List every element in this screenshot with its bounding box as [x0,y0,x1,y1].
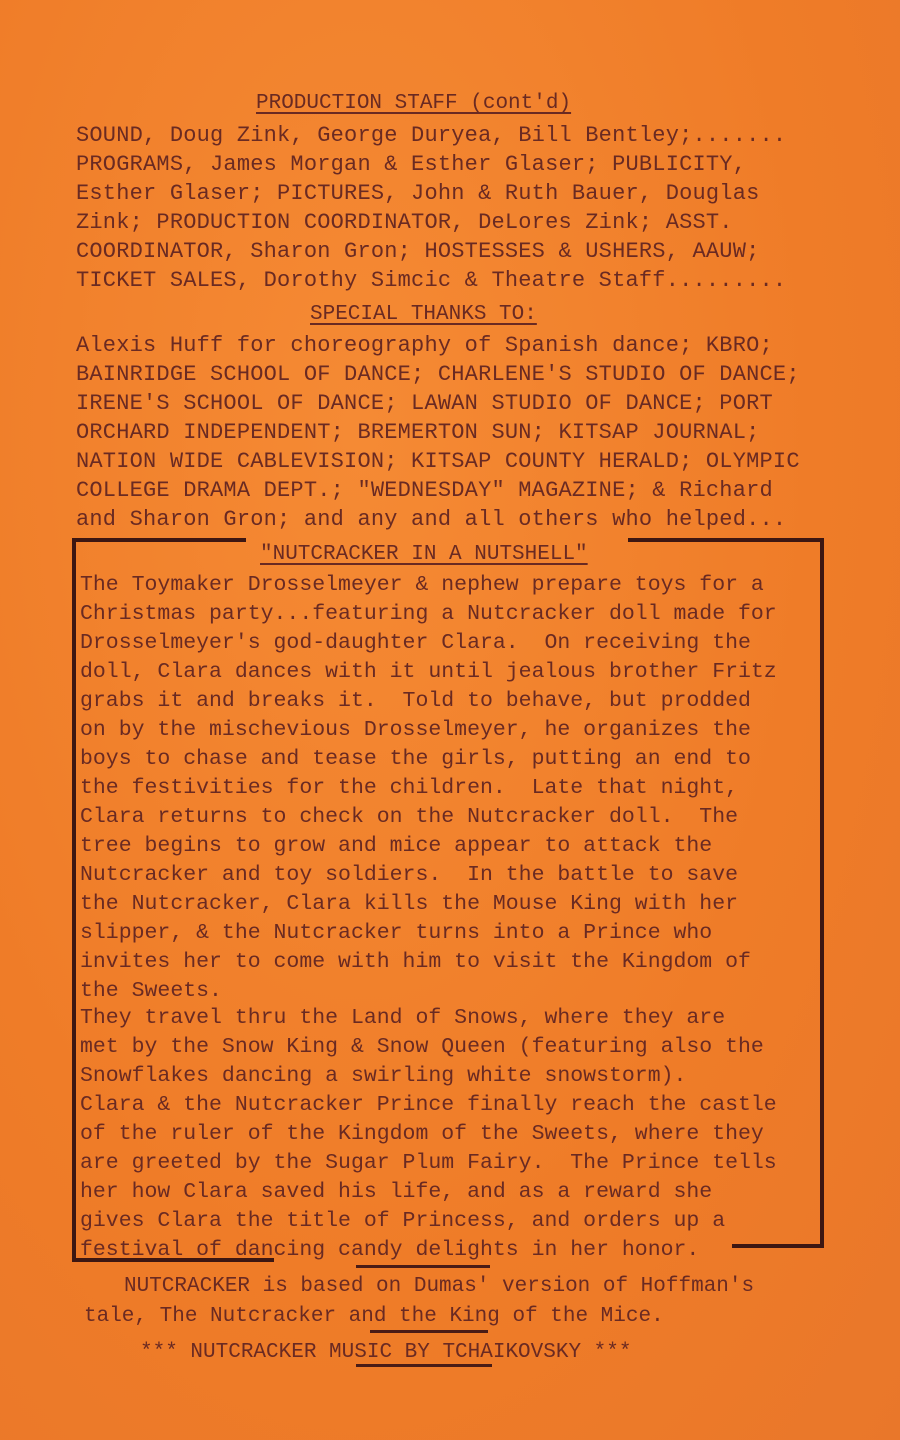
box-top-left-rule [72,538,246,542]
thanks-line: and Sharon Gron; and any and all others who helped... [76,507,787,532]
synopsis-line: grabs it and breaks it. Told to behave, but prodded [80,689,751,713]
synopsis-line: boys to chase and tease the girls, putting an end to [80,747,751,771]
synopsis-line: of the ruler of the Kingdom of the Sweets, where they [80,1122,764,1146]
thanks-line: NATION WIDE CABLEVISION; KITSAP COUNTY HERALD; OLYMPIC [76,449,800,474]
staff-line: Esther Glaser; PICTURES, John & Ruth Bauer, Douglas [76,181,760,206]
synopsis-line: her how Clara saved his life, and as a reward she [80,1180,713,1204]
thanks-line: BAINRIDGE SCHOOL OF DANCE; CHARLENE'S STUDIO OF DANCE; [76,362,800,387]
credit-line: tale, The Nutcracker and the King of the Mice. [84,1305,664,1328]
box-bottom-right-rule [732,1244,824,1248]
synopsis-line: met by the Snow King & Snow Queen (featuring also the [80,1035,764,1059]
credit-line: NUTCRACKER is based on Dumas' version of Hoffman's [124,1275,755,1298]
thanks-line: ORCHARD INDEPENDENT; BREMERTON SUN; KITSAP JOURNAL; [76,420,760,445]
synopsis-line: Drosselmeyer's god-daughter Clara. On receiving the [80,631,751,655]
synopsis-line: The Toymaker Drosselmeyer & nephew prepare toys for a [80,573,764,597]
synopsis-line: Clara & the Nutcracker Prince finally reach the castle [80,1093,777,1117]
synopsis-line: doll, Clara dances with it until jealous brother Fritz [80,660,777,684]
staff-line: COORDINATOR, Sharon Gron; HOSTESSES & USHERS, AAUW; [76,239,760,264]
synopsis-line: Christmas party...featuring a Nutcracker doll made for [80,602,777,626]
synopsis-line: Clara returns to check on the Nutcracker doll. The [80,805,739,829]
synopsis-line: festival of dancing candy delights in her honor. [80,1238,700,1262]
synopsis-line: on by the mischevious Drosselmeyer, he organizes the [80,718,751,742]
staff-line: SOUND, Doug Zink, George Duryea, Bill Bentley;....... [76,123,787,148]
box-left-rule [72,538,76,1262]
thanks-line: IRENE'S SCHOOL OF DANCE; LAWAN STUDIO OF DANCE; PORT [76,391,773,416]
synopsis-line: Snowflakes dancing a swirling white snowstorm). [80,1064,687,1088]
staff-line: TICKET SALES, Dorothy Simcic & Theatre Staff......... [76,268,787,293]
thanks-line: Alexis Huff for choreography of Spanish dance; KBRO; [76,333,773,358]
box-top-right-rule [628,538,824,542]
synopsis-line: gives Clara the title of Princess, and orders up a [80,1209,726,1233]
thanks-line: COLLEGE DRAMA DEPT.; "WEDNESDAY" MAGAZINE; & Richard [76,478,773,503]
synopsis-line: invites her to come with him to visit the Kingdom of [80,950,751,974]
synopsis-line: the Sweets. [80,979,222,1003]
decorative-rule [356,1265,490,1268]
synopsis-line: are greeted by the Sugar Plum Fairy. The Prince tells [80,1151,777,1175]
synopsis-line: the Nutcracker, Clara kills the Mouse King with her [80,892,739,916]
box-right-rule [820,538,824,1248]
synopsis-line: slipper, & the Nutcracker turns into a Prince who [80,921,713,945]
staff-line: Zink; PRODUCTION COORDINATOR, DeLores Zink; ASST. [76,210,733,235]
special-thanks-heading: SPECIAL THANKS TO: [310,303,537,326]
synopsis-heading: "NUTCRACKER IN A NUTSHELL" [260,543,588,566]
synopsis-line: They travel thru the Land of Snows, where they are [80,1006,726,1030]
music-credit: *** NUTCRACKER MUSIC BY TCHAIKOVSKY *** [140,1341,632,1364]
production-staff-heading: PRODUCTION STAFF (cont'd) [256,92,572,115]
staff-line: PROGRAMS, James Morgan & Esther Glaser; PUBLICITY, [76,152,747,177]
synopsis-line: Nutcracker and toy soldiers. In the battle to save [80,863,739,887]
synopsis-line: tree begins to grow and mice appear to attack the [80,834,713,858]
synopsis-line: the festivities for the children. Late that night, [80,776,739,800]
